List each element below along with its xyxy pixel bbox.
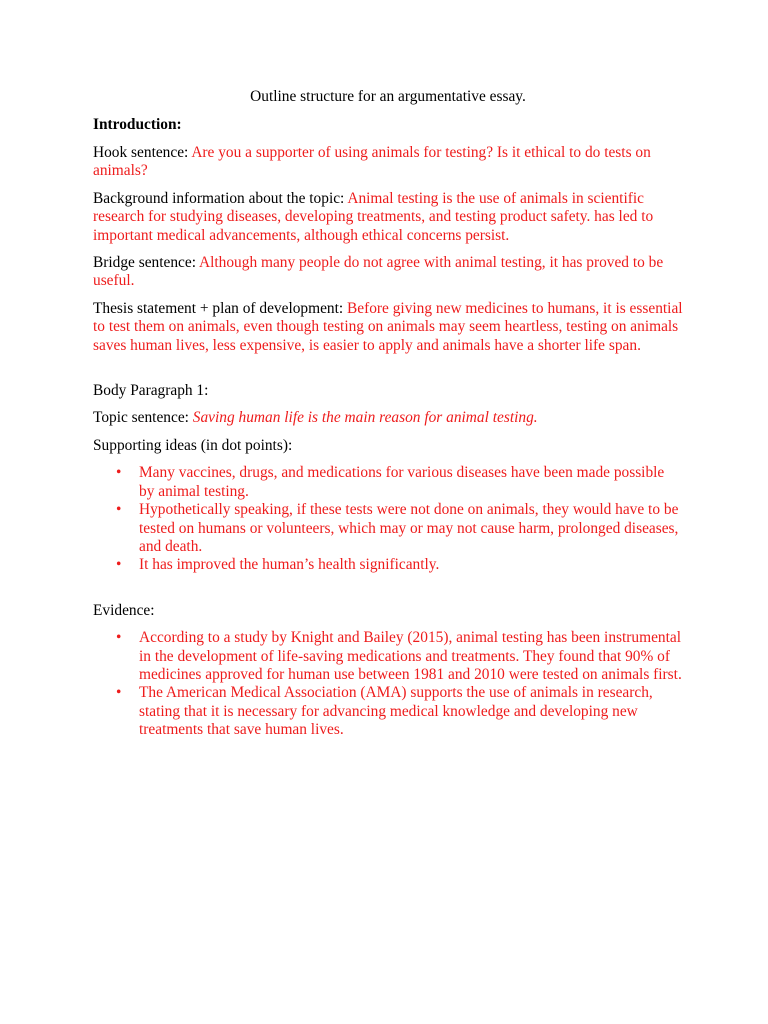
list-item [93,464,683,501]
introduction-heading: Introduction: [93,116,182,133]
bullet-icon: • [116,501,122,519]
bridge-paragraph [93,254,683,291]
background-paragraph [93,190,683,245]
hook-text: Are you a supporter of using animals for testing? Is it ethical to do tests on animals? [93,144,651,180]
bridge-text: Although many people do not agree with animal testing, it has proved to be useful. [93,254,664,290]
bullet-icon: • [116,684,122,702]
hook-label: Hook sentence: [93,144,192,161]
body-paragraph-heading: Body Paragraph 1: [93,382,209,400]
supporting-idea-text: It has improved the human’s health significantly. [139,556,440,574]
background-text: Animal testing is the use of animals in scientific research for studying diseases, developing treatments, and testing product safety. has led to important medical advancements, although ethical concerns persist. [93,189,654,244]
bridge-label: Bridge sentence: [93,254,199,272]
supporting-ideas-list [93,464,683,574]
thesis-label: Thesis statement + plan of development: [93,299,348,317]
bullet-icon: • [116,629,122,647]
topic-paragraph [93,409,683,427]
list-item [93,684,683,739]
evidence-label: Evidence: [93,601,155,619]
thesis-paragraph [93,300,683,355]
document-page [93,88,683,749]
supporting-idea-text: Many vaccines, drugs, and medications for various diseases have been made possible by animal testing. [139,464,665,500]
document-title: Outline structure for an argumentative essay. [250,88,526,105]
topic-text: Saving human life is the main reason for animal testing. [192,409,538,427]
background-label: Background information about the topic: [93,189,348,207]
topic-label: Topic sentence: [93,409,193,427]
evidence-text: According to a study by Knight and Bailey (2015), animal testing has been instrumental in the development of life-saving medications and treatments. They found that 90% of medicines approved for human use between 1981 and 2010 were tested on animals first. [139,629,682,683]
evidence-text: The American Medical Association (AMA) supports the use of animals in research, stating that it is necessary for advancing medical knowledge and developing new treatments that save human lives. [139,684,653,739]
supporting-idea-text: Hypothetically speaking, if these tests were not done on animals, they would have to be tested on humans or volunteers, which may or may not cause harm, prolonged diseases, and death. [139,501,679,555]
section-spacer [93,584,683,602]
hook-paragraph [93,144,683,181]
bullet-icon: • [116,556,122,574]
thesis-text: Before giving new medicines to humans, it is essential to test them on animals, even though testing on animals may seem heartless, testing on animals saves human lives, less expensive, is easier to apply and animals have a shorter life span. [93,299,683,354]
list-item [93,556,683,574]
list-item [93,501,683,556]
section-spacer [93,364,683,382]
evidence-list [93,629,683,739]
list-item [93,629,683,684]
supporting-ideas-label: Supporting ideas (in dot points): [93,436,293,454]
bullet-icon: • [116,464,122,482]
